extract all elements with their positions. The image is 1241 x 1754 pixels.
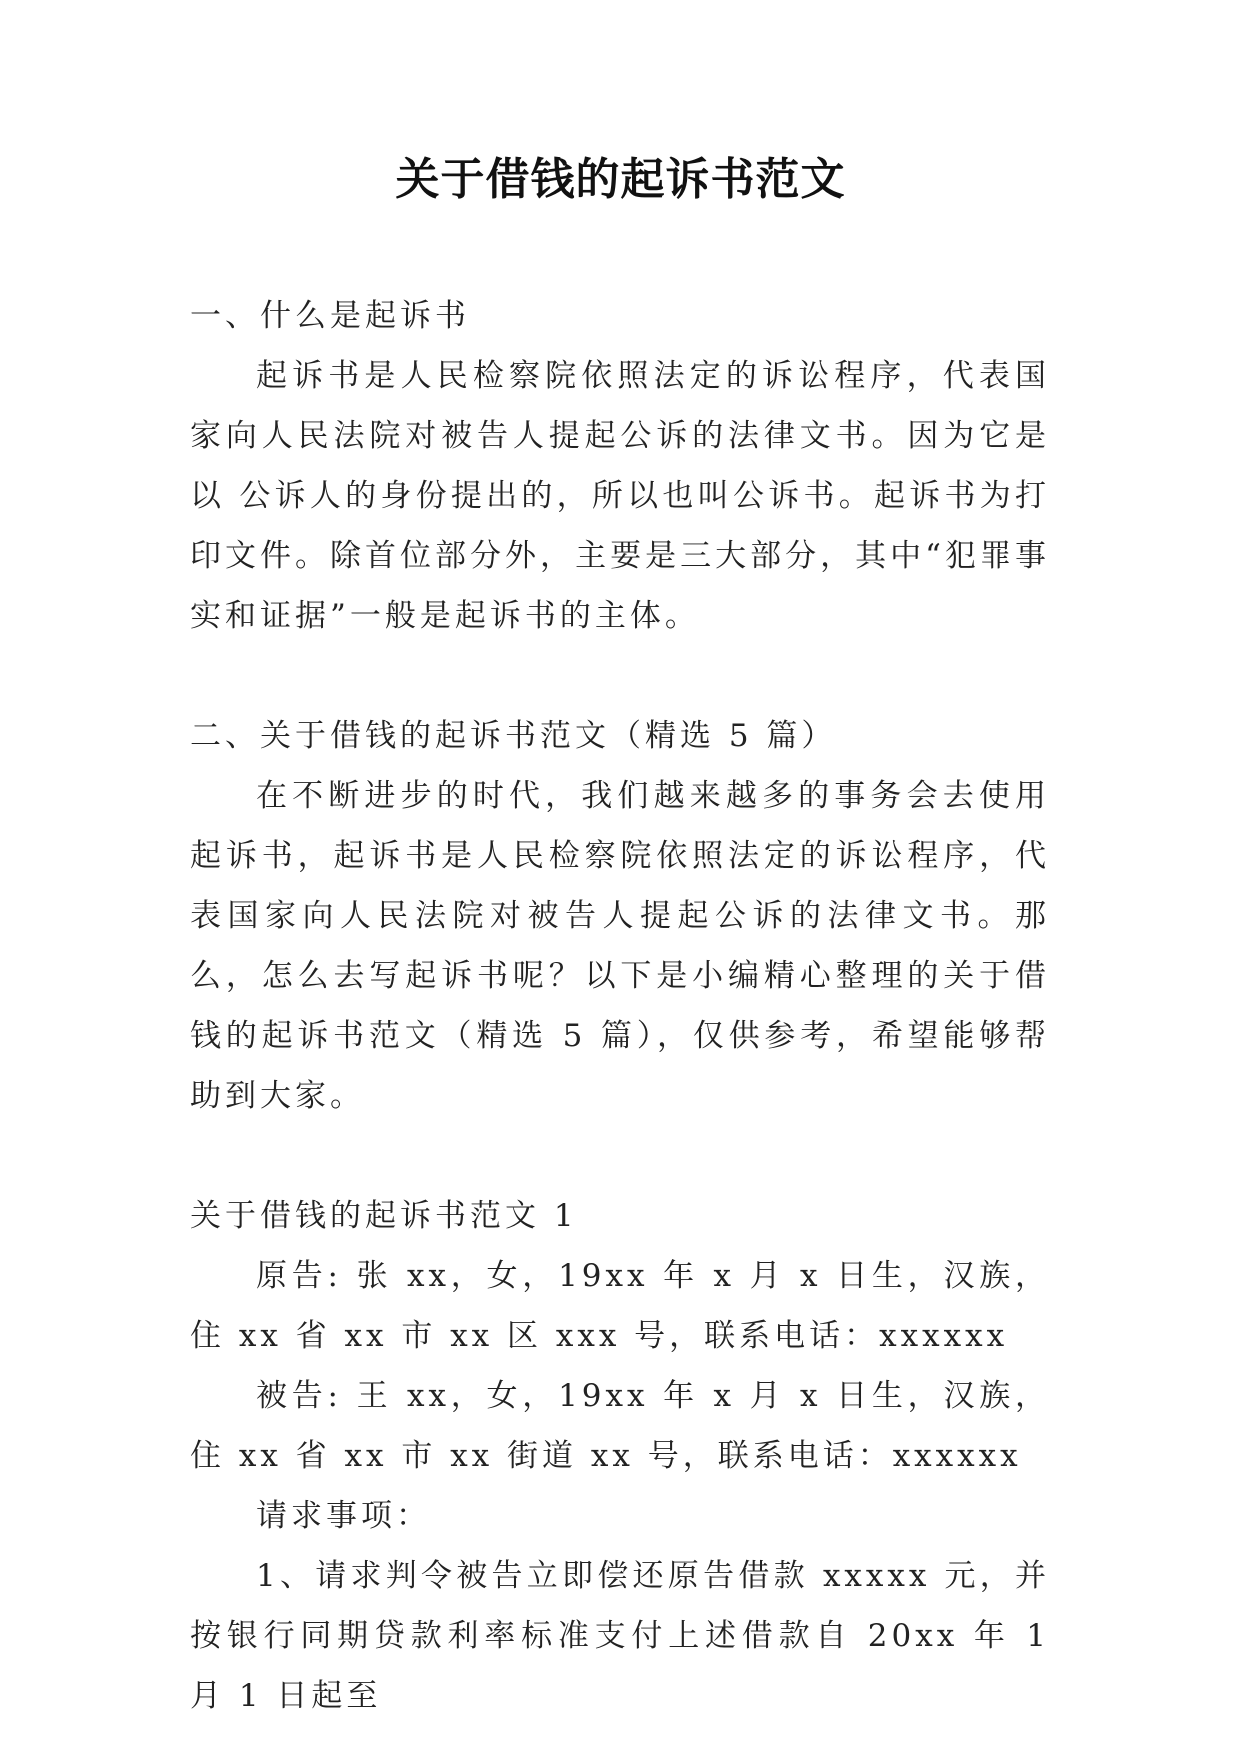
section-spacer bbox=[190, 1126, 1050, 1186]
section-heading-what-is-indictment: 一、什么是起诉书 bbox=[190, 298, 470, 334]
section-heading-samples: 二、关于借钱的起诉书范文（精选 5 篇） bbox=[190, 718, 837, 754]
paragraph-plaintiff: 原告: 张 xx，女，19xx 年 x 月 x 日生，汉族，住 xx 省 xx 市 xx 区 xxx 号，联系电话：xxxxxx bbox=[190, 1258, 1050, 1354]
paragraph-claims-label: 请求事项： bbox=[256, 1498, 431, 1534]
paragraph-defendant: 被告: 王 xx，女，19xx 年 x 月 x 日生，汉族，住 xx 省 xx 市 xx 街道 xx 号，联系电话：xxxxxx bbox=[190, 1378, 1050, 1474]
document-title: 关于借钱的起诉书范文 bbox=[395, 154, 846, 205]
paragraph-claim-1: 1、请求判令被告立即偿还原告借款 xxxxx 元，并按银行同期贷款利率标准支付上述借款自 20xx 年 1 月 1 日起至 bbox=[190, 1558, 1050, 1714]
paragraph-definition: 起诉书是人民检察院依照法定的诉讼程序，代表国家向人民法院对被告人提起公诉的法律文书。因为它是以 公诉人的身份提出的，所以也叫公诉书。起诉书为打印文件。除首位部分外，主要是三大部分，其中“犯罪事实和证据”一般是起诉书的主体。 bbox=[190, 358, 1050, 634]
sample-heading-1: 关于借钱的起诉书范文 1 bbox=[190, 1198, 578, 1234]
paragraph-intro: 在不断进步的时代，我们越来越多的事务会去使用起诉书，起诉书是人民检察院依照法定的诉讼程序，代表国家向人民法院对被告人提起公诉的法律文书。那么，怎么去写起诉书呢？以下是小编精心整理的关于借钱的起诉书范文（精选 5 篇），仅供参考，希望能够帮助到大家。 bbox=[190, 778, 1050, 1114]
section-spacer bbox=[190, 646, 1050, 706]
document-body bbox=[190, 286, 1050, 1726]
